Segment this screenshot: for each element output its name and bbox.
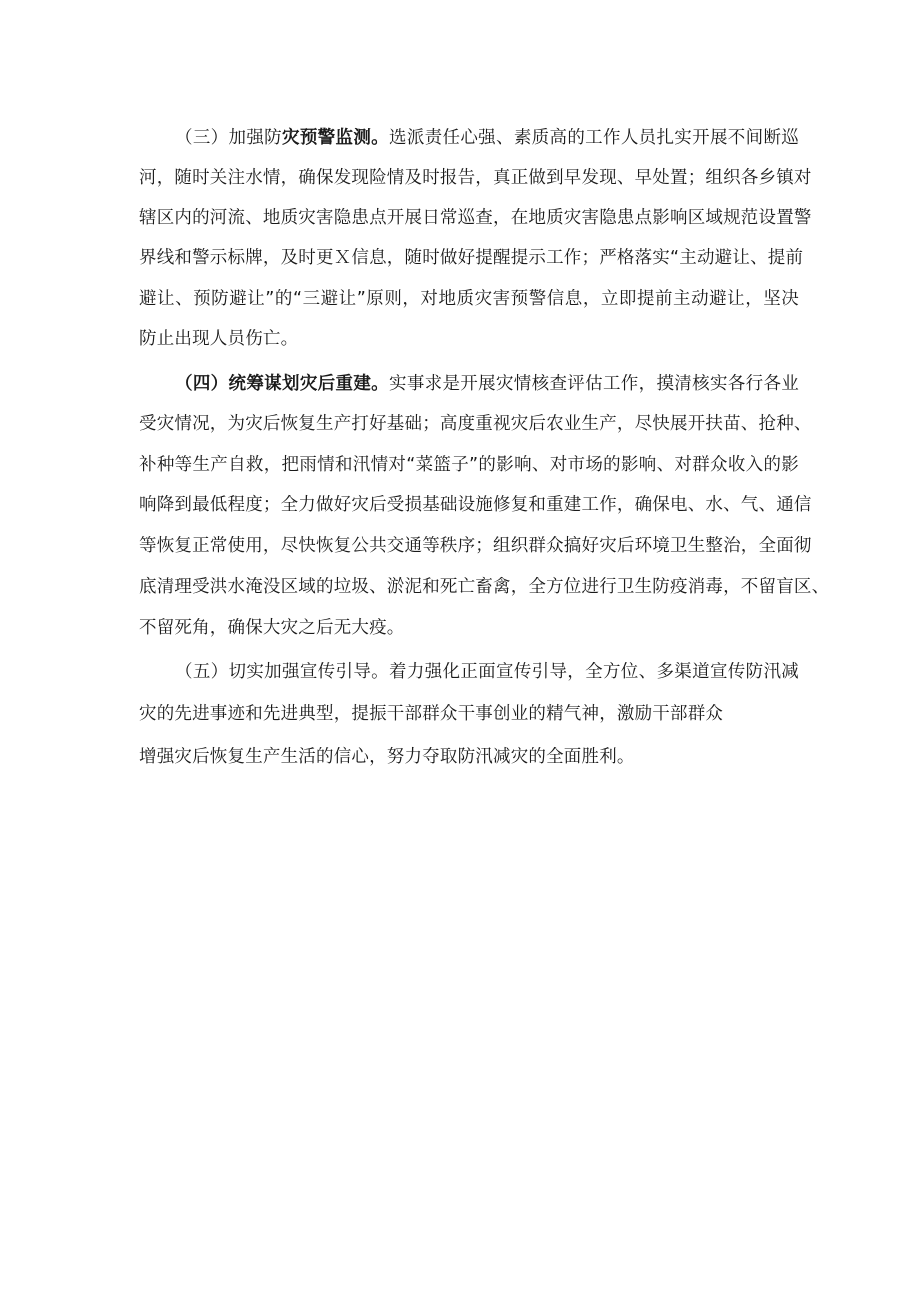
paragraph-3-line-4: 界线和警示标牌，及时更Ｘ信息，随时做好提醒提示工作；严格落实“主动避让、提前 <box>139 248 804 268</box>
paragraph-4-line-2: 受灾情况，为灾后恢复生产打好基础；高度重视灾后农业生产，尽快展开扶苗、抢种、 <box>139 414 812 434</box>
paragraph-3-rest: 选派责任心强、素质高的工作人员扎实开展不间断巡 <box>389 128 799 148</box>
paragraph-4-heading-bold: （四）统筹谋划灾后重建。 <box>175 374 389 394</box>
paragraph-4-line-4: 响降到最低程度；全力做好灾后受损基础设施修复和重建工作，确保电、水、气、通信 <box>139 495 812 515</box>
paragraph-3-heading-bold: 灾预警监测。 <box>282 128 389 148</box>
paragraph-4-line-7: 不留死角，确保大灾之后无大疫。 <box>139 618 405 638</box>
paragraph-3-line-2: 河，随时关注水情，确保发现险情及时报告，真正做到早发现、早处置；组织各乡镇对 <box>139 168 812 188</box>
paragraph-3-prefix: （三）加强防 <box>175 128 282 148</box>
paragraph-3-line-6: 防止出现人员伤亡。 <box>139 329 299 349</box>
paragraph-3-line-3: 辖区内的河流、地质灾害隐患点开展日常巡查，在地质灾害隐患点影响区域规范设置警 <box>139 208 812 228</box>
paragraph-3-line-5: 避让、预防避让”的“三避让”原则，对地质灾害预警信息，立即提前主动避让，坚决 <box>139 289 799 309</box>
paragraph-4-rest: 实事求是开展灾情核查评估工作，摸清核实各行各业 <box>388 374 799 394</box>
paragraph-4-line-3: 补种等生产自救，把雨情和汛情对“菜篮子”的影响、对市场的影响、对群众收入的影 <box>139 455 799 475</box>
paragraph-4-line-1 <box>175 366 799 402</box>
paragraph-5-line-2: 灾的先进事迹和先进典型，提振干部群众干事创业的精气神，激励干部群众 <box>139 704 724 724</box>
paragraph-3-line-1 <box>175 120 799 156</box>
paragraph-5-line-1: （五）切实加强宣传引导。着力强化正面宣传引导，全方位、多渠道宣传防汛减 <box>175 662 799 682</box>
paragraph-4-line-5: 等恢复正常使用，尽快恢复公共交通等秩序；组织群众搞好灾后环境卫生整治，全面彻 <box>139 536 812 556</box>
paragraph-4-line-6: 底清理受洪水淹没区域的垃圾、淤泥和死亡畜禽，全方位进行卫生防疫消毒，不留盲区、 <box>139 577 830 597</box>
paragraph-5-line-3: 增强灾后恢复生产生活的信心，努力夺取防汛减灾的全面胜利。 <box>139 747 635 767</box>
